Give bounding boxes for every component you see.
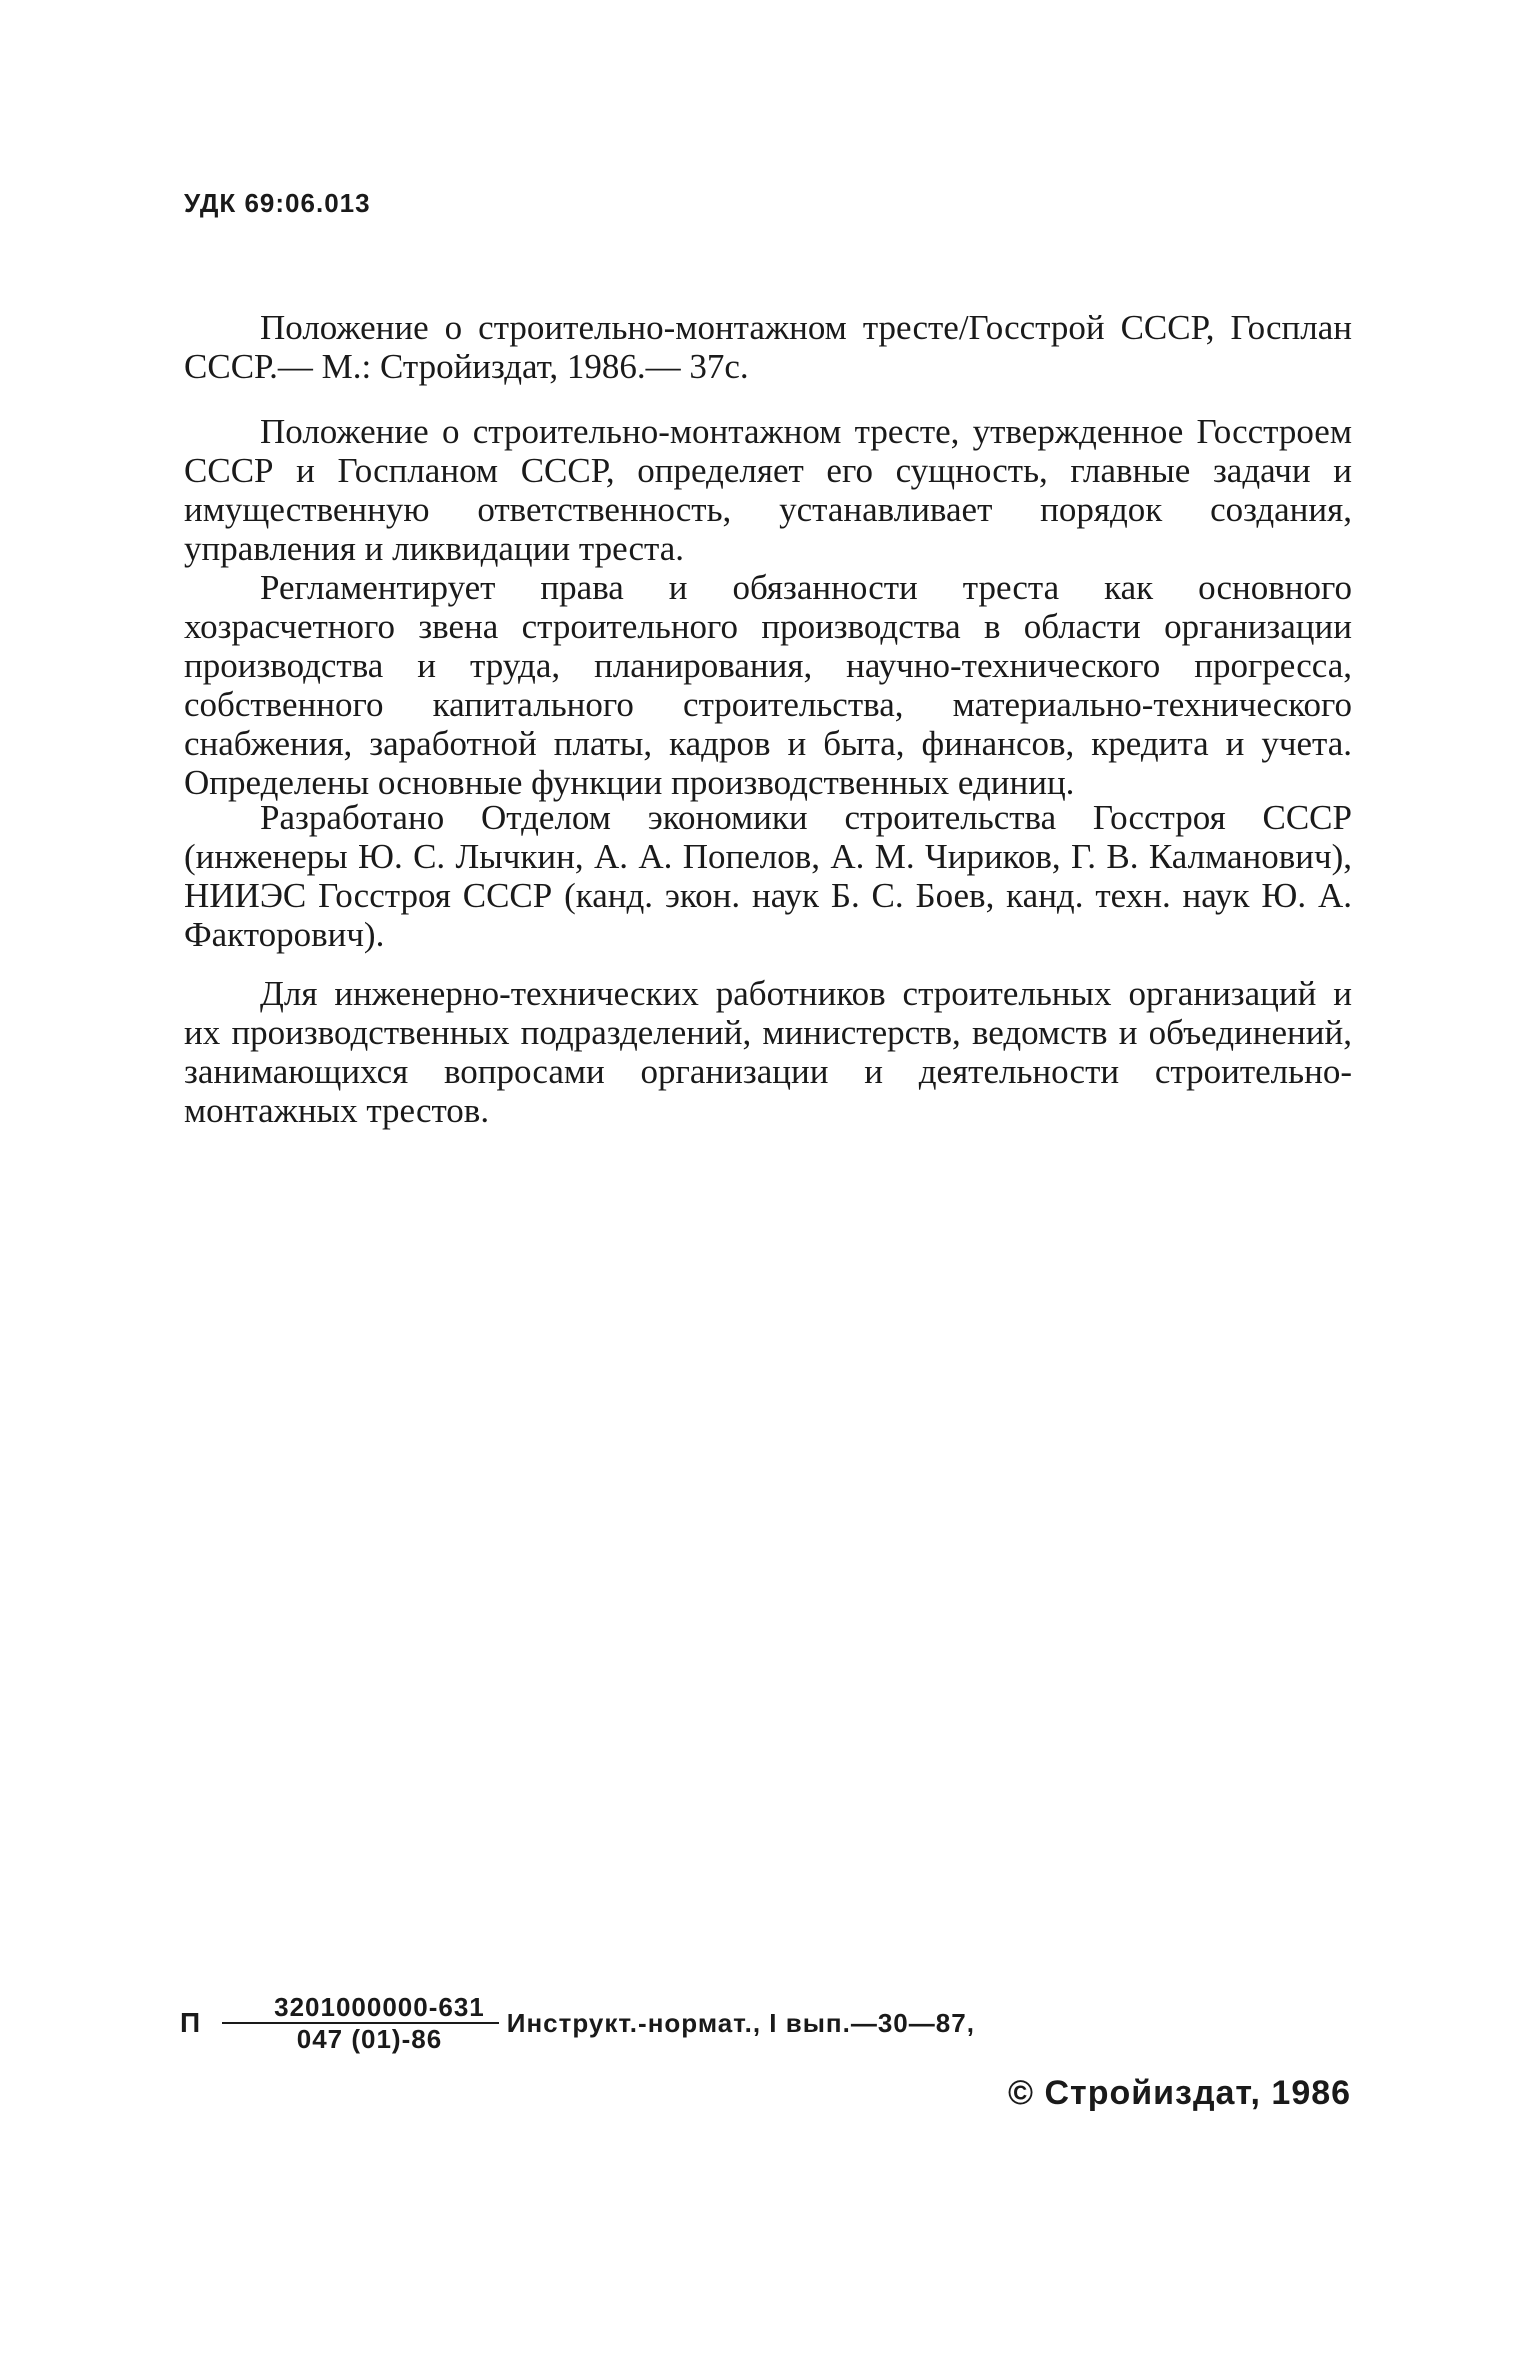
index-text: Инструкт.-нормат., I вып.—30—87, [506, 2007, 975, 2038]
publication-index [180, 1992, 975, 2054]
index-numerator: 3201000000-631 [222, 1992, 499, 2024]
authors-credit [184, 798, 1352, 954]
annotation-paragraph: Регламентирует права и обязанности треста как основного хозрасчетного звена строительного производства в области организации производства и труда, планирования, научно-технического прогресса, собственного капитального строительства, материально-технического снабжения, заработной платы, кадров и быта, финансов, кредита и учета. Определены основные функции производственных единиц. [184, 568, 1352, 802]
copyright-notice: © Стройиздат, 1986 [1008, 2074, 1352, 2112]
authors-credit-text: Разработано Отделом экономики строительства Госстроя СССР (инженеры Ю. С. Лычкин, А. А. Попелов, А. М. Чириков, Г. В. Калманович), НИИЭС Госстроя СССР (канд. экон. наук Б. С. Боев, канд. техн. наук Ю. А. Факторович). [184, 798, 1352, 954]
index-fraction [222, 1992, 499, 2054]
annotation [184, 412, 1352, 802]
bibliographic-entry-text: Положение о строительно-монтажном тресте/Госстрой СССР, Госплан СССР.— М.: Стройиздат, 1986.— 37с. [184, 308, 1352, 386]
index-denominator: 047 (01)-86 [296, 2024, 443, 2054]
udk-code: УДК 69:06.013 [184, 188, 371, 218]
annotation-paragraph: Положение о строительно-монтажном тресте, утвержденное Госстроем СССР и Госпланом СССР, определяет его сущность, главные задачи и имущественную ответственность, устанавливает порядок создания, управления и ликвидации треста. [184, 412, 1352, 568]
target-audience [184, 974, 1352, 1130]
target-audience-text: Для инженерно-технических работников строительных организаций и их производственных подразделений, министерств, ведомств и объединений, занимающихся вопросами организации и деятельности строительно-монтажных трестов. [184, 974, 1352, 1130]
bibliographic-entry [184, 308, 1352, 386]
index-letter: П [180, 2007, 201, 2038]
